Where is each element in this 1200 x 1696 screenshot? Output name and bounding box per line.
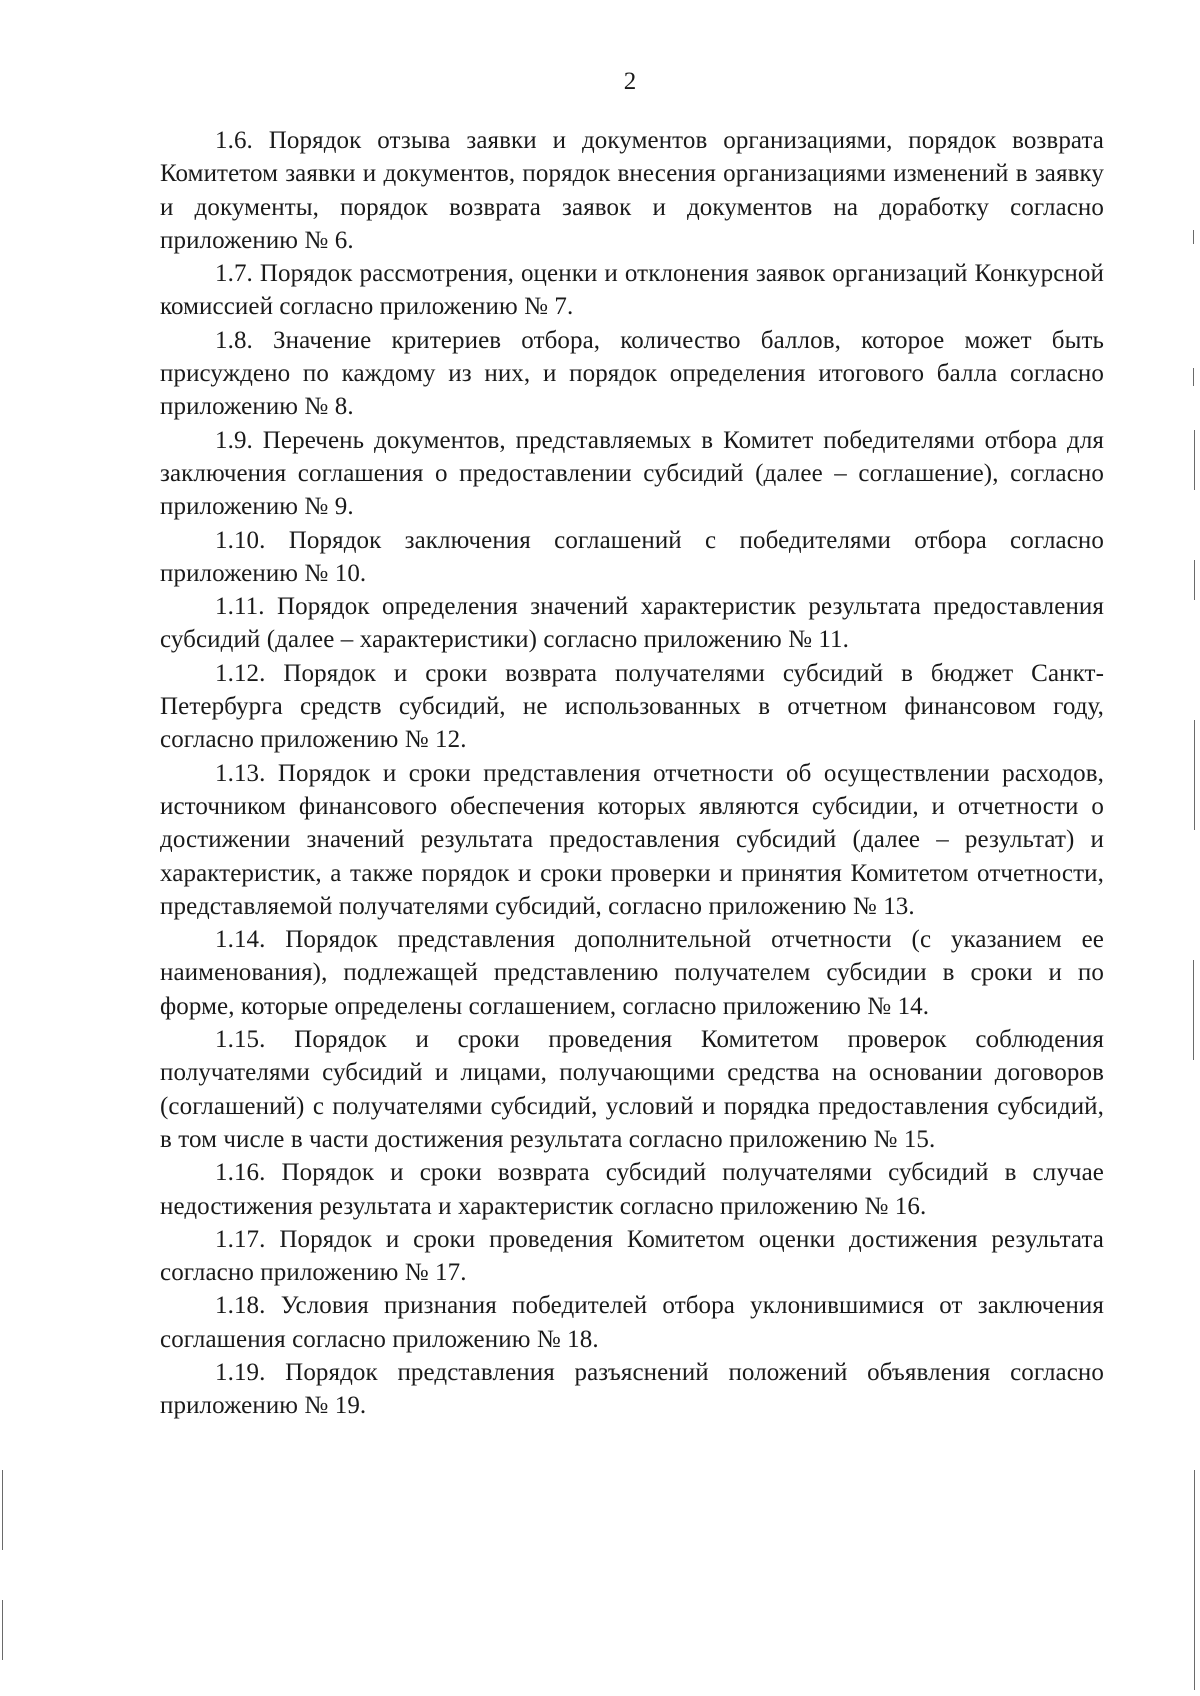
paragraph-1-13: 1.13. Порядок и сроки представления отчетности об осуществлении расходов, источником финансового обеспечения которых являются субсидии, и отчетности о достижении значений результата предоставления субсидий (далее – результат) и характеристик, а также порядок и сроки проверки и принятия Комитетом отчетности, представляемой получателями субсидий, согласно приложению № 13.	[160, 759, 1104, 920]
scan-edge-mark	[1194, 430, 1195, 490]
paragraph-1-9: 1.9. Перечень документов, представляемых в Комитет победителями отбора для заключения соглашения о предоставлении субсидий (далее – соглашение), согласно приложению № 9.	[160, 426, 1104, 521]
scan-edge-mark	[2, 1470, 3, 1550]
scan-edge-mark	[1193, 230, 1194, 244]
paragraph-1-10: 1.10. Порядок заключения соглашений с победителями отбора согласно приложению № 10.	[160, 526, 1104, 587]
paragraph-1-18: 1.18. Условия признания победителей отбора уклонившимися от заключения соглашения согласно приложению № 18.	[160, 1292, 1104, 1353]
paragraph-1-15: 1.15. Порядок и сроки проведения Комитетом проверок соблюдения получателями субсидий и лицами, получающими средства на основании договоров (соглашений) с получателями субсидий, условий и порядка предоставления субсидий, в том числе в части достижения результата согласно приложению № 15.	[160, 1026, 1104, 1153]
page-number: 2	[623, 68, 637, 95]
scan-edge-mark	[1194, 720, 1195, 830]
scan-edge-mark	[1194, 560, 1195, 600]
document-body	[160, 124, 1104, 1423]
scan-edge-mark	[2, 1600, 3, 1660]
scan-edge-mark	[1194, 1470, 1195, 1690]
scan-edge-mark	[1193, 960, 1194, 1060]
paragraph-1-6: 1.6. Порядок отзыва заявки и документов организациями, порядок возврата Комитетом заявки и документов, порядок внесения организациями изменений в заявку и документы, порядок возврата заявок и документов на доработку согласно приложению № 6.	[160, 127, 1104, 254]
paragraph-1-19: 1.19. Порядок представления разъяснений положений объявления согласно приложению № 19.	[160, 1358, 1104, 1420]
paragraph-1-8: 1.8. Значение критериев отбора, количество баллов, которое может быть присуждено по каждому из них, и порядок определения итогового балла согласно приложению № 8.	[160, 326, 1104, 421]
paragraph-1-14: 1.14. Порядок представления дополнительной отчетности (с указанием ее наименования), подлежащей представлению получателем субсидии в сроки и по форме, которые определены соглашением, согласно приложению № 14.	[160, 926, 1104, 1020]
scan-edge-mark	[1193, 368, 1194, 386]
paragraph-1-12: 1.12. Порядок и сроки возврата получателями субсидий в бюджет Санкт-Петербурга средств субсидий, не использованных в отчетном финансовом году, согласно приложению № 12.	[160, 659, 1104, 754]
paragraph-1-17: 1.17. Порядок и сроки проведения Комитетом оценки достижения результата согласно приложению № 17.	[160, 1225, 1104, 1287]
paragraph-1-7: 1.7. Порядок рассмотрения, оценки и отклонения заявок организаций Конкурсной комиссией согласно приложению № 7.	[160, 260, 1104, 321]
paragraph-1-16: 1.16. Порядок и сроки возврата субсидий получателями субсидий в случае недостижения результата и характеристик согласно приложению № 16.	[160, 1159, 1104, 1220]
paragraph-1-11: 1.11. Порядок определения значений характеристик результата предоставления субсидий (далее – характеристики) согласно приложению № 11.	[160, 593, 1104, 654]
